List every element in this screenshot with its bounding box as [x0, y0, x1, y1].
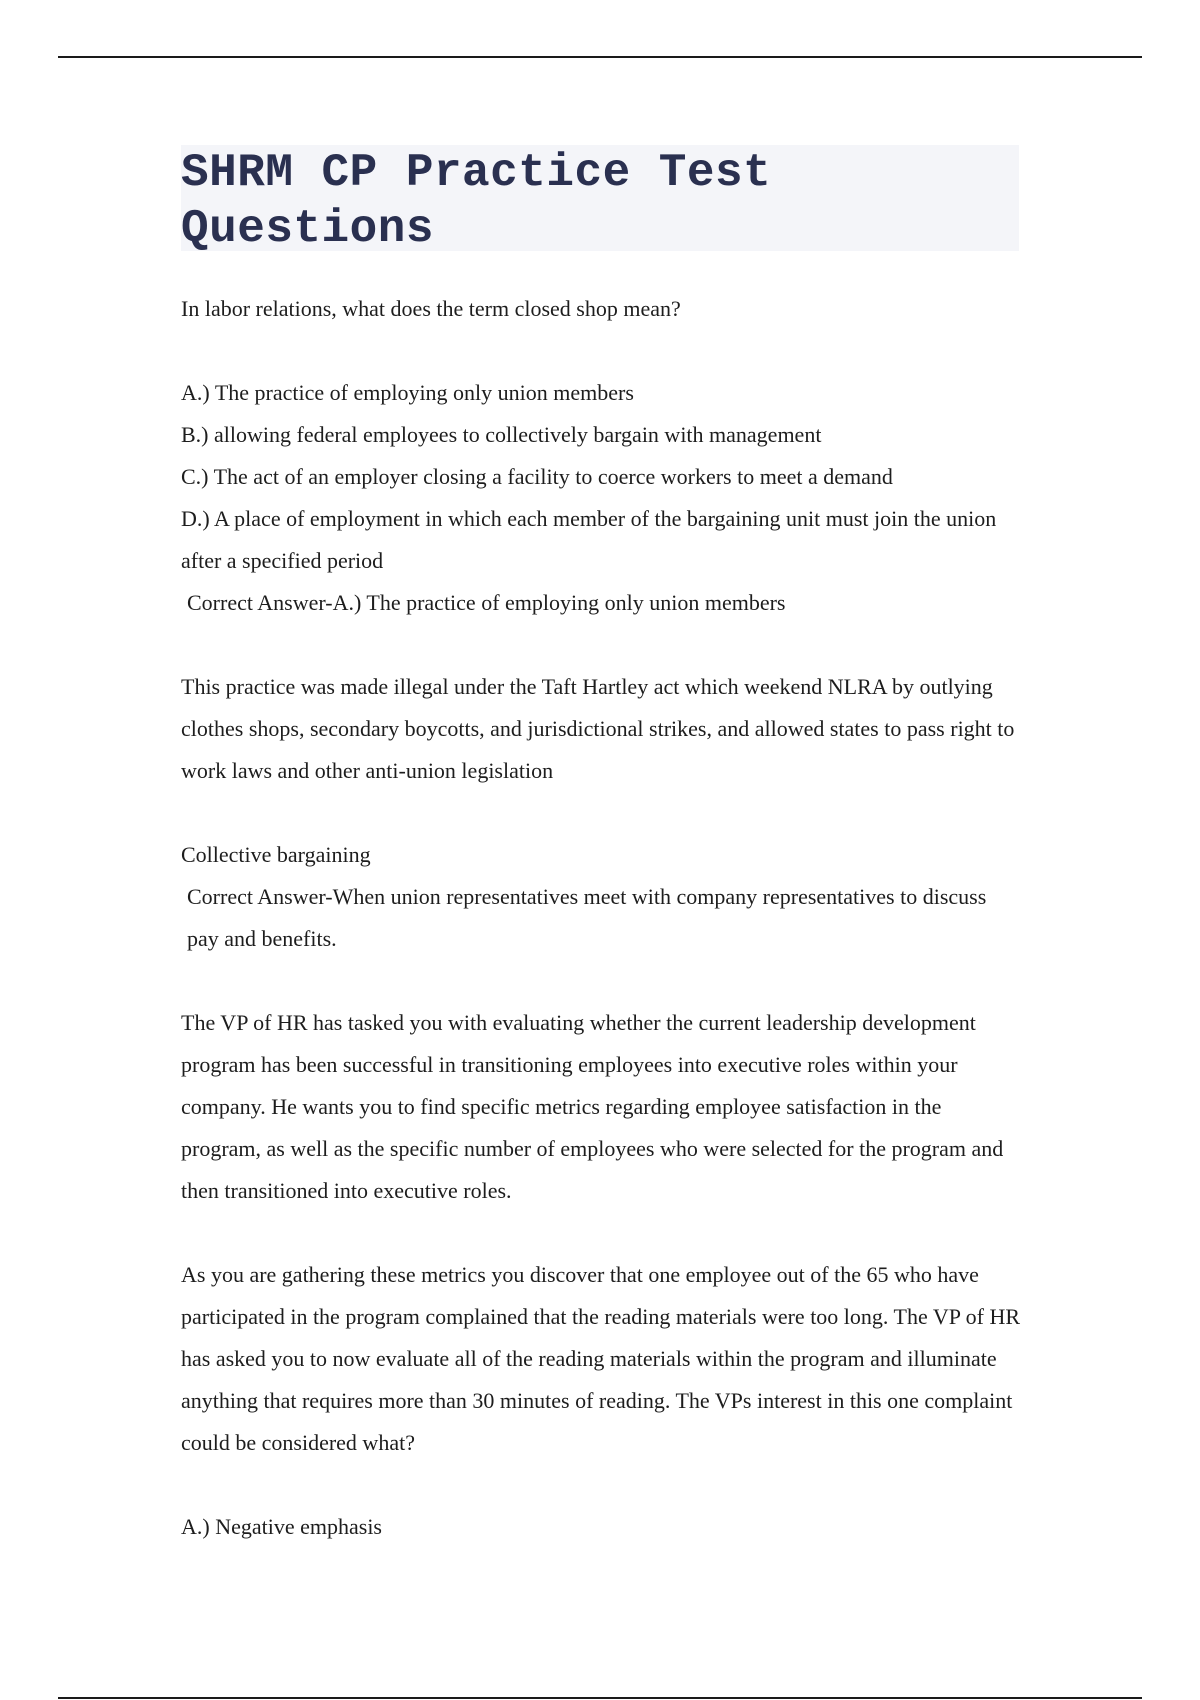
- question-2-text: Collective bargaining: [181, 842, 371, 867]
- question-1-text: In labor relations, what does the term closed shop mean?: [181, 296, 681, 321]
- question-3-paragraph-1: The VP of HR has tasked you with evaluating whether the current leadership development program has been successful in transitioning employees into executive roles within your company. He wants you to find specific metrics regarding employee satisfaction in the program, as well as the specific number of employees who were selected for the program and then transitioned into executive roles.: [181, 1010, 1004, 1203]
- question-1-option-b: B.) allowing federal employees to collectively bargain with management: [181, 422, 822, 447]
- question-1-explanation: This practice was made illegal under the Taft Hartley act which weekend NLRA by outlying clothes shops, secondary boycotts, and jurisdictional strikes, and allowed states to pass right to work laws and other anti-union legislation: [181, 674, 1015, 783]
- spacer: [181, 1464, 1021, 1506]
- question-1-option-c: C.) The act of an employer closing a facility to coerce workers to meet a demand: [181, 464, 893, 489]
- question-3-paragraph-2: As you are gathering these metrics you discover that one employee out of the 65 who have participated in the program complained that the reading materials were too long. The VP of HR has asked you to now evaluate all of the reading materials within the program and illuminate anything that requires more than 30 minutes of reading. The VPs interest in this one complaint could be considered what?: [181, 1262, 1021, 1455]
- document-title: SHRM CP Practice Test Questions: [181, 147, 772, 255]
- top-rule: [58, 56, 1142, 58]
- spacer: [181, 624, 1021, 666]
- spacer: [181, 792, 1021, 834]
- question-1-option-d: D.) A place of employment in which each member of the bargaining unit must join the union after a specified period: [181, 506, 997, 573]
- spacer: [181, 1212, 1021, 1254]
- spacer: [181, 960, 1021, 1002]
- bottom-rule: [58, 1697, 1142, 1699]
- spacer: [181, 330, 1021, 372]
- question-1-option-a: A.) The practice of employing only union members: [181, 380, 634, 405]
- question-2-answer: Correct Answer-When union representatives meet with company representatives to discuss pay and benefits.: [187, 884, 987, 951]
- title-box: [181, 145, 1019, 255]
- question-3-option-a: A.) Negative emphasis: [181, 1514, 382, 1539]
- question-1-answer: Correct Answer-A.) The practice of employing only union members: [187, 590, 786, 615]
- document-content: [181, 145, 1021, 1548]
